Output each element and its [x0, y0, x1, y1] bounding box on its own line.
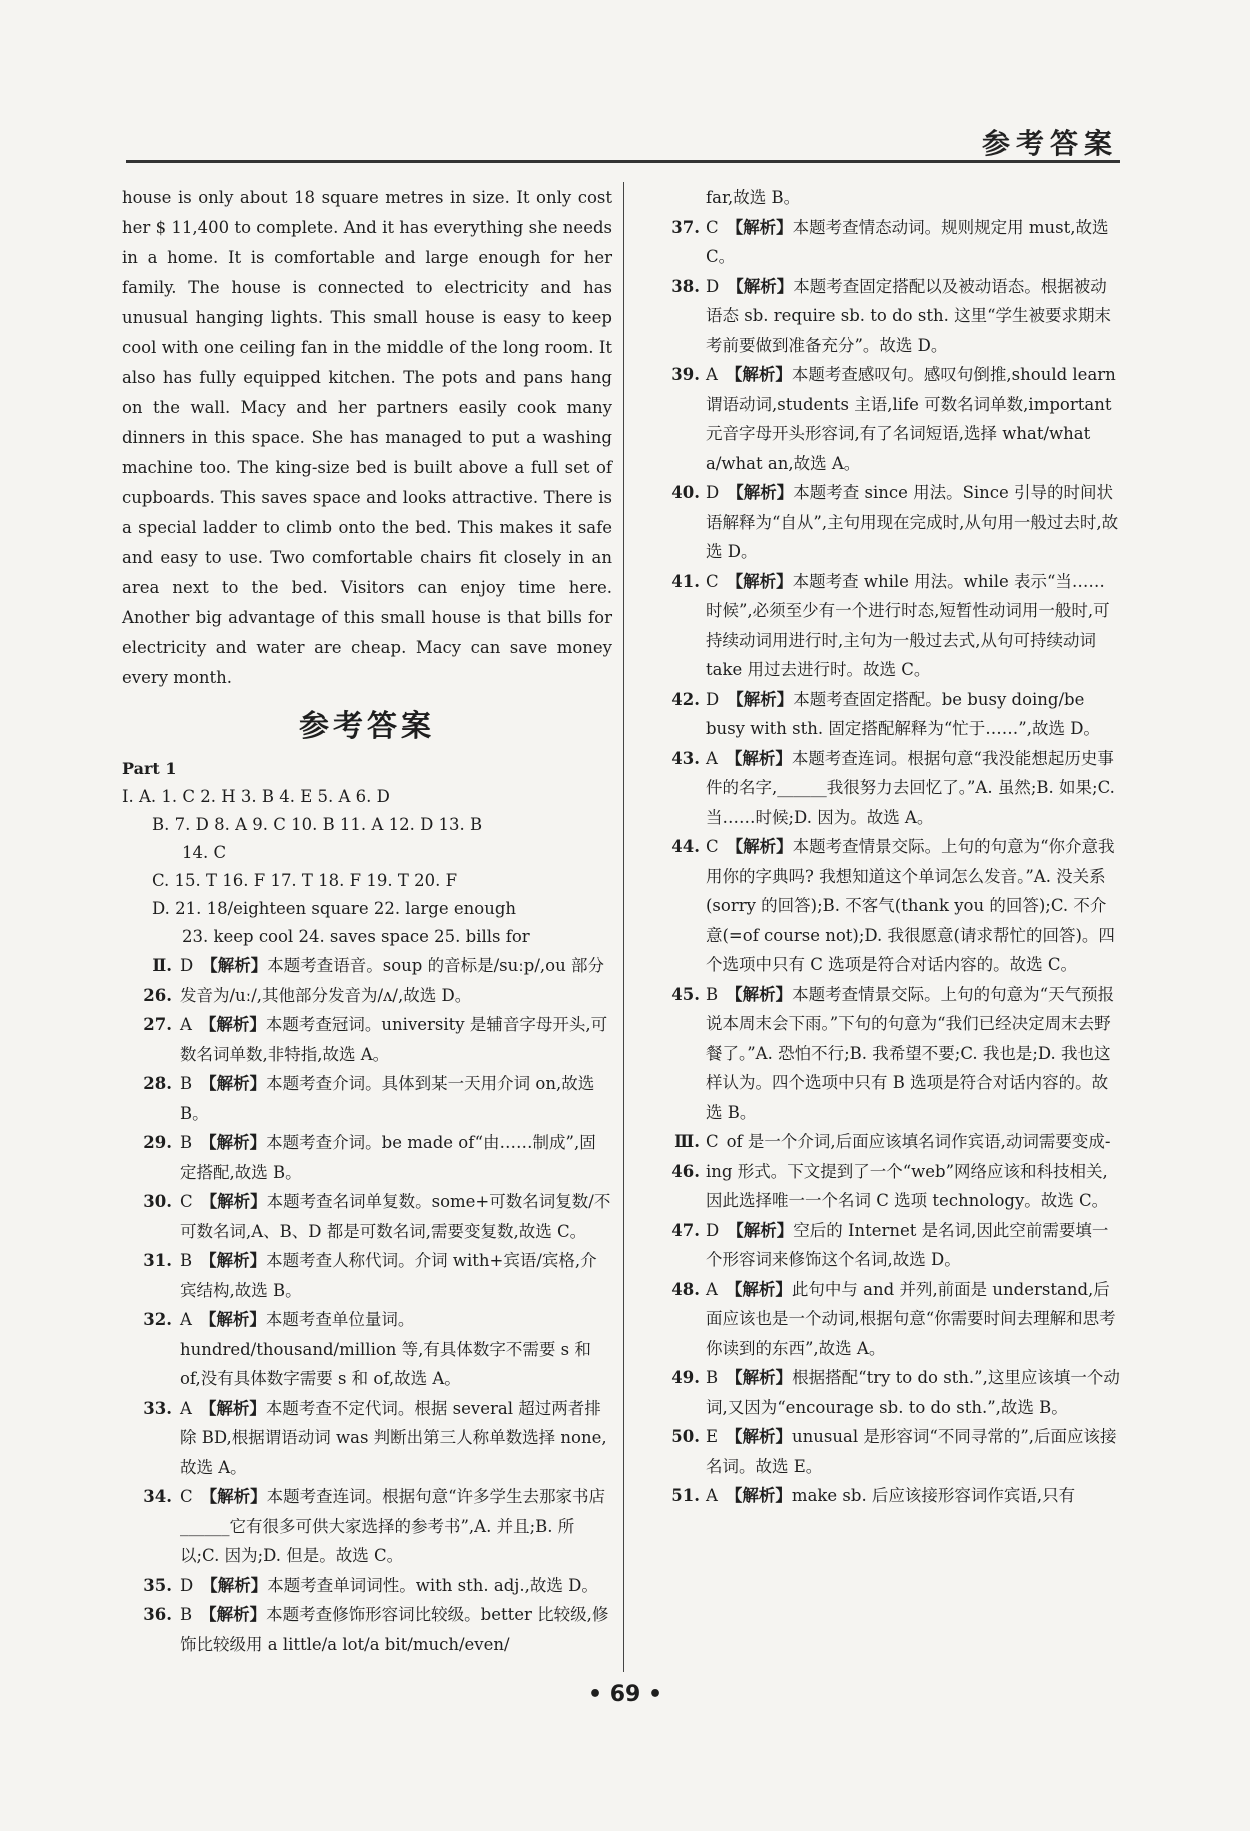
analysis-tag: 【解析】 — [200, 1487, 267, 1506]
analysis-text: 本题考查连词。根据句意“许多学生去那家书店______它有很多可供大家选择的参考书”,A. 并且;B. 所以;C. 因为;D. 但是。故选 C。 — [180, 1487, 606, 1565]
answer-item — [122, 1010, 612, 1069]
answer-number: 43. — [671, 748, 700, 768]
analysis-tag: 【解析】 — [200, 1074, 267, 1093]
answer-letter: C — [180, 1487, 193, 1506]
answer-letter: A — [180, 1310, 192, 1329]
analysis-tag: 【解析】 — [201, 1575, 268, 1595]
answer-number: 49. — [671, 1368, 700, 1387]
answer-number: 47. — [671, 1220, 700, 1240]
answer-number: 31. — [143, 1251, 172, 1270]
answer-item — [660, 1481, 1120, 1511]
analysis-text: 本题考查修饰形容词比较级。better 比较级,修饰比较级用 a little/a lot/a bit/much/even/ — [180, 1605, 609, 1654]
analysis-text: make sb. 后应该接形容词作宾语,只有 — [791, 1486, 1076, 1505]
answer-number: 30. — [143, 1192, 172, 1211]
analysis-text: 此句中与 and 并列,前面是 understand,后面应该也是一个动词,根据句意“你需要时间去理解和思考你读到的东西”,故选 A。 — [706, 1279, 1116, 1358]
answer-item — [122, 1128, 612, 1187]
key-line: B. 7. D 8. A 9. C 10. B 11. A 12. D 13. B — [152, 815, 483, 834]
answer-item — [660, 980, 1120, 1128]
analysis-text: 本题考查固定搭配以及被动语态。根据被动语态 sb. require sb. to do sth. 这里“学生被要求期末考前要做到准备充分”。故选 D。 — [706, 276, 1111, 355]
key-line: C. 15. T 16. F 17. T 18. F 19. T 20. F — [152, 871, 458, 890]
analysis-text: 空后的 Internet 是名词,因此空前需要填一个形容词来修饰这个名词,故选 D。 — [706, 1220, 1109, 1269]
analysis-tag: 【解析】 — [726, 571, 793, 591]
answer-number: 51. — [671, 1486, 700, 1505]
answer-item — [660, 685, 1120, 744]
answer-letter: D — [180, 1575, 194, 1595]
answer-number: 41. — [671, 571, 700, 591]
analysis-tag: 【解析】 — [200, 1192, 267, 1211]
answer-item — [660, 1127, 1120, 1216]
answer-item — [122, 1069, 612, 1128]
answer-number: 33. — [143, 1398, 172, 1418]
answer-number: 37. — [671, 217, 700, 237]
answer-item — [122, 1187, 612, 1246]
answer-letter: A — [180, 1015, 192, 1034]
analysis-text: 本题考查介词。be made of“由……制成”,固定搭配,故选 B。 — [180, 1133, 596, 1182]
answer-item — [660, 567, 1120, 685]
analysis-tag: 【解析】 — [200, 1605, 267, 1624]
answer-number: 28. — [143, 1074, 172, 1093]
answer-item — [660, 832, 1120, 980]
answer-letter: D — [180, 956, 194, 975]
analysis-tag: 【解析】 — [727, 276, 794, 296]
answer-letter: D — [706, 483, 720, 502]
answer-number: 32. — [143, 1310, 172, 1329]
answer-number: 27. — [143, 1015, 172, 1034]
answer-number: Ⅱ. 26. — [143, 956, 172, 1005]
reading-passage: house is only about 18 square metres in size. It only cost her $ 11,400 to complete. And it has everything she needs in a home. It is comfortable and large enough for her family. The house is connected to electricity and has unusual hanging lights. This small house is easy to keep cool with one ceiling fan in the middle of the long room. It also has fully equipped kitchen. The pots and pans hang on the wall. Macy and her partners easily cook many dinners in this space. She has managed to put a washing machine too. The king-size bed is built above a full set of cupboards. This saves space and looks attractive. There is a special ladder to climb onto the bed. This makes it safe and easy to use. Two comfortable chairs fit closely in an area next to the bed. Visitors can enjoy time here. Another big advantage of this small house is that bills for electricity and water are cheap. Macy can save money every month. — [122, 188, 612, 687]
column-divider — [623, 182, 624, 1672]
answer-letter: C — [180, 1192, 193, 1211]
analysis-tag: 【解析】 — [725, 1486, 792, 1505]
continued-text: far,故选 B。 — [706, 188, 801, 207]
page-header-title: 参考答案 — [981, 127, 1118, 160]
analysis-tag: 【解析】 — [199, 1310, 266, 1329]
analysis-text: 根据搭配“try to do sth.”,这里应该填一个动词,又因为“encourage sb. to do sth.”,故选 B。 — [706, 1368, 1120, 1417]
answer-item — [122, 951, 612, 1010]
answer-item — [122, 1600, 612, 1659]
analysis-text: 本题考查冠词。university 是辅音字母开头,可数名词单数,非特指,故选 A。 — [180, 1015, 608, 1064]
answer-letter: D — [706, 1220, 720, 1240]
answer-item — [660, 1216, 1120, 1275]
answer-number: 29. — [143, 1133, 172, 1152]
answer-letter: D — [706, 689, 720, 709]
analysis-tag: 【解析】 — [725, 748, 792, 768]
analysis-tag: 【解析】 — [200, 1133, 267, 1152]
analysis-text: 本题考查不定代词。根据 several 超过两者排除 BD,根据谓语动词 was 判断出第三人称单数选择 none,故选 A。 — [180, 1398, 607, 1477]
analysis-tag: 【解析】 — [201, 956, 268, 975]
answer-letter: B — [706, 1368, 719, 1387]
analysis-text: of 是一个介词,后面应该填名词作宾语,动词需要变成-ing 形式。下文提到了一个“web”网络应该和科技相关,因此选择唯一一个名词 C 选项 technology。故选 C。 — [706, 1132, 1111, 1210]
answer-letter: C — [706, 837, 719, 856]
analysis-tag: 【解析】 — [727, 689, 794, 709]
answer-item — [660, 1363, 1120, 1422]
answer-item — [122, 1305, 612, 1394]
answer-section-title: 参考答案 — [299, 709, 435, 744]
key-line: 23. keep cool 24. saves space 25. bills for — [182, 927, 530, 946]
answer-letter: C — [706, 217, 719, 237]
answer-number: 50. — [671, 1427, 700, 1446]
analysis-tag: 【解析】 — [727, 483, 794, 502]
answer-item — [122, 1394, 612, 1483]
key-line: D. 21. 18/eighteen square 22. large enough — [152, 899, 517, 918]
answer-item — [660, 213, 1120, 272]
page-number: • 69 • — [587, 1682, 663, 1707]
answer-item — [660, 1422, 1120, 1481]
answer-number: 45. — [671, 984, 700, 1004]
answer-item — [660, 360, 1120, 478]
answer-letter: A — [706, 748, 718, 768]
analysis-text: 本题考查情景交际。上句的句意为“天气预报说本周末会下雨。”下句的句意为“我们已经决定周末去野餐了。”A. 恐怕不行;B. 我希望不要;C. 我也是;D. 我也这样认为。四个选项中只有 B 选项是符合对话内容的。故选 B。 — [706, 984, 1115, 1122]
analysis-text: 本题考查感叹句。感叹句倒推,should learn 谓语动词,students 主语,life 可数名词单数,important 元音字母开头形容词,有了名词短语,选择 what/what a/what an,故选 A。 — [706, 365, 1116, 473]
answer-number: 34. — [143, 1487, 172, 1506]
analysis-text: 本题考查单词词性。with sth. adj.,故选 D。 — [267, 1575, 598, 1595]
analysis-tag: 【解析】 — [199, 1015, 266, 1034]
analysis-text: 本题考查情态动词。规则规定用 must,故选 C。 — [706, 217, 1109, 266]
analysis-text: 本题考查 since 用法。Since 引导的时间状语解释为“自从”,主句用现在完成时,从句用一般过去时,故选 D。 — [706, 483, 1119, 561]
analysis-tag: 【解析】 — [726, 1368, 793, 1387]
answer-letter: A — [180, 1398, 192, 1418]
answer-letter: A — [706, 1279, 718, 1299]
analysis-text: 本题考查单位量词。hundred/thousand/million 等,有具体数字不需要 s 和 of,没有具体数字需要 s 和 of,故选 A。 — [180, 1310, 591, 1388]
answer-item — [660, 272, 1120, 361]
answer-letter: A — [706, 1486, 718, 1505]
analysis-tag: 【解析】 — [725, 1279, 792, 1299]
answer-letter: C — [706, 571, 719, 591]
answer-number: Ⅲ. 46. — [671, 1132, 700, 1181]
analysis-text: 本题考查 while 用法。while 表示“当……时候”,必须至少有一个进行时态,短暂性动词用一般时,可持续动词用进行时,主句为一般过去式,从句可持续动词 take 用过去进行时。故选 C。 — [706, 571, 1110, 679]
key-line: 14. C — [182, 843, 227, 862]
answer-item — [122, 1482, 612, 1571]
answer-letter: B — [706, 984, 719, 1004]
left-column — [122, 183, 612, 1659]
answer-number: 40. — [671, 483, 700, 502]
answer-letter: B — [180, 1605, 193, 1624]
answer-letter: E — [706, 1427, 719, 1446]
analysis-tag: 【解析】 — [725, 365, 792, 384]
analysis-text: 本题考查名词单复数。some+可数名词复数/不可数名词,A、B、D 都是可数名词,需要变复数,故选 C。 — [180, 1192, 611, 1241]
answer-letter: A — [706, 365, 718, 384]
answer-number: 39. — [671, 365, 700, 384]
analysis-text: 本题考查介词。具体到某一天用介词 on,故选 B。 — [180, 1074, 595, 1123]
answer-item — [660, 478, 1120, 567]
analysis-text: 本题考查固定搭配。be busy doing/be busy with sth. 固定搭配解释为“忙于……”,故选 D。 — [706, 689, 1100, 738]
analysis-text: 本题考查人称代词。介词 with+宾语/宾格,介宾结构,故选 B。 — [180, 1251, 597, 1300]
analysis-text: 本题考查情景交际。上句的句意为“你介意我用你的字典吗? 我想知道这个单词怎么发音。”A. 没关系(sorry 的回答);B. 不客气(thank you 的回答);C. 不介意(=of course not);D. 我很愿意(请求帮忙的回答)。四个选项中只有 C 选项是符合对话内容的。故选 C。 — [706, 837, 1115, 974]
key-line: Ⅰ. A. 1. C 2. H 3. B 4. E 5. A 6. D — [122, 787, 390, 806]
left-answer-list — [122, 951, 612, 1659]
answer-number: 36. — [143, 1605, 172, 1624]
answer-number: 42. — [671, 689, 700, 709]
analysis-tag: 【解析】 — [726, 984, 793, 1004]
answer-item — [122, 1571, 612, 1601]
answer-item — [122, 1246, 612, 1305]
analysis-tag: 【解析】 — [726, 217, 793, 237]
answer-letter: B — [180, 1074, 193, 1093]
answer-letter: B — [180, 1133, 193, 1152]
analysis-tag: 【解析】 — [200, 1251, 267, 1270]
analysis-text: 本题考查连词。根据句意“我没能想起历史事件的名字,______我很努力去回忆了。”A. 虽然;B. 如果;C. 当……时候;D. 因为。故选 A。 — [706, 748, 1115, 827]
answer-letter: C — [706, 1132, 719, 1151]
analysis-text: unusual 是形容词“不同寻常的”,后面应该接名词。故选 E。 — [706, 1427, 1117, 1476]
answer-number: 35. — [143, 1575, 172, 1595]
right-column — [660, 183, 1120, 1511]
analysis-text: 本题考查语音。soup 的音标是/suːp/,ou 部分发音为/uː/,其他部分发音为/ʌ/,故选 D。 — [180, 956, 604, 1005]
answer-item — [660, 744, 1120, 833]
part-label: Part 1 — [122, 759, 177, 778]
answer-letter: B — [180, 1251, 193, 1270]
analysis-tag: 【解析】 — [727, 1220, 794, 1240]
header-rule — [126, 160, 1120, 163]
right-answer-list — [660, 213, 1120, 1511]
answer-number: 48. — [671, 1279, 700, 1299]
answer-number: 44. — [671, 837, 700, 856]
answer-letter: D — [706, 276, 720, 296]
analysis-tag: 【解析】 — [726, 837, 793, 856]
answer-item — [660, 1275, 1120, 1364]
answer-number: 38. — [671, 276, 700, 296]
analysis-tag: 【解析】 — [199, 1398, 266, 1418]
analysis-tag: 【解析】 — [726, 1427, 793, 1446]
